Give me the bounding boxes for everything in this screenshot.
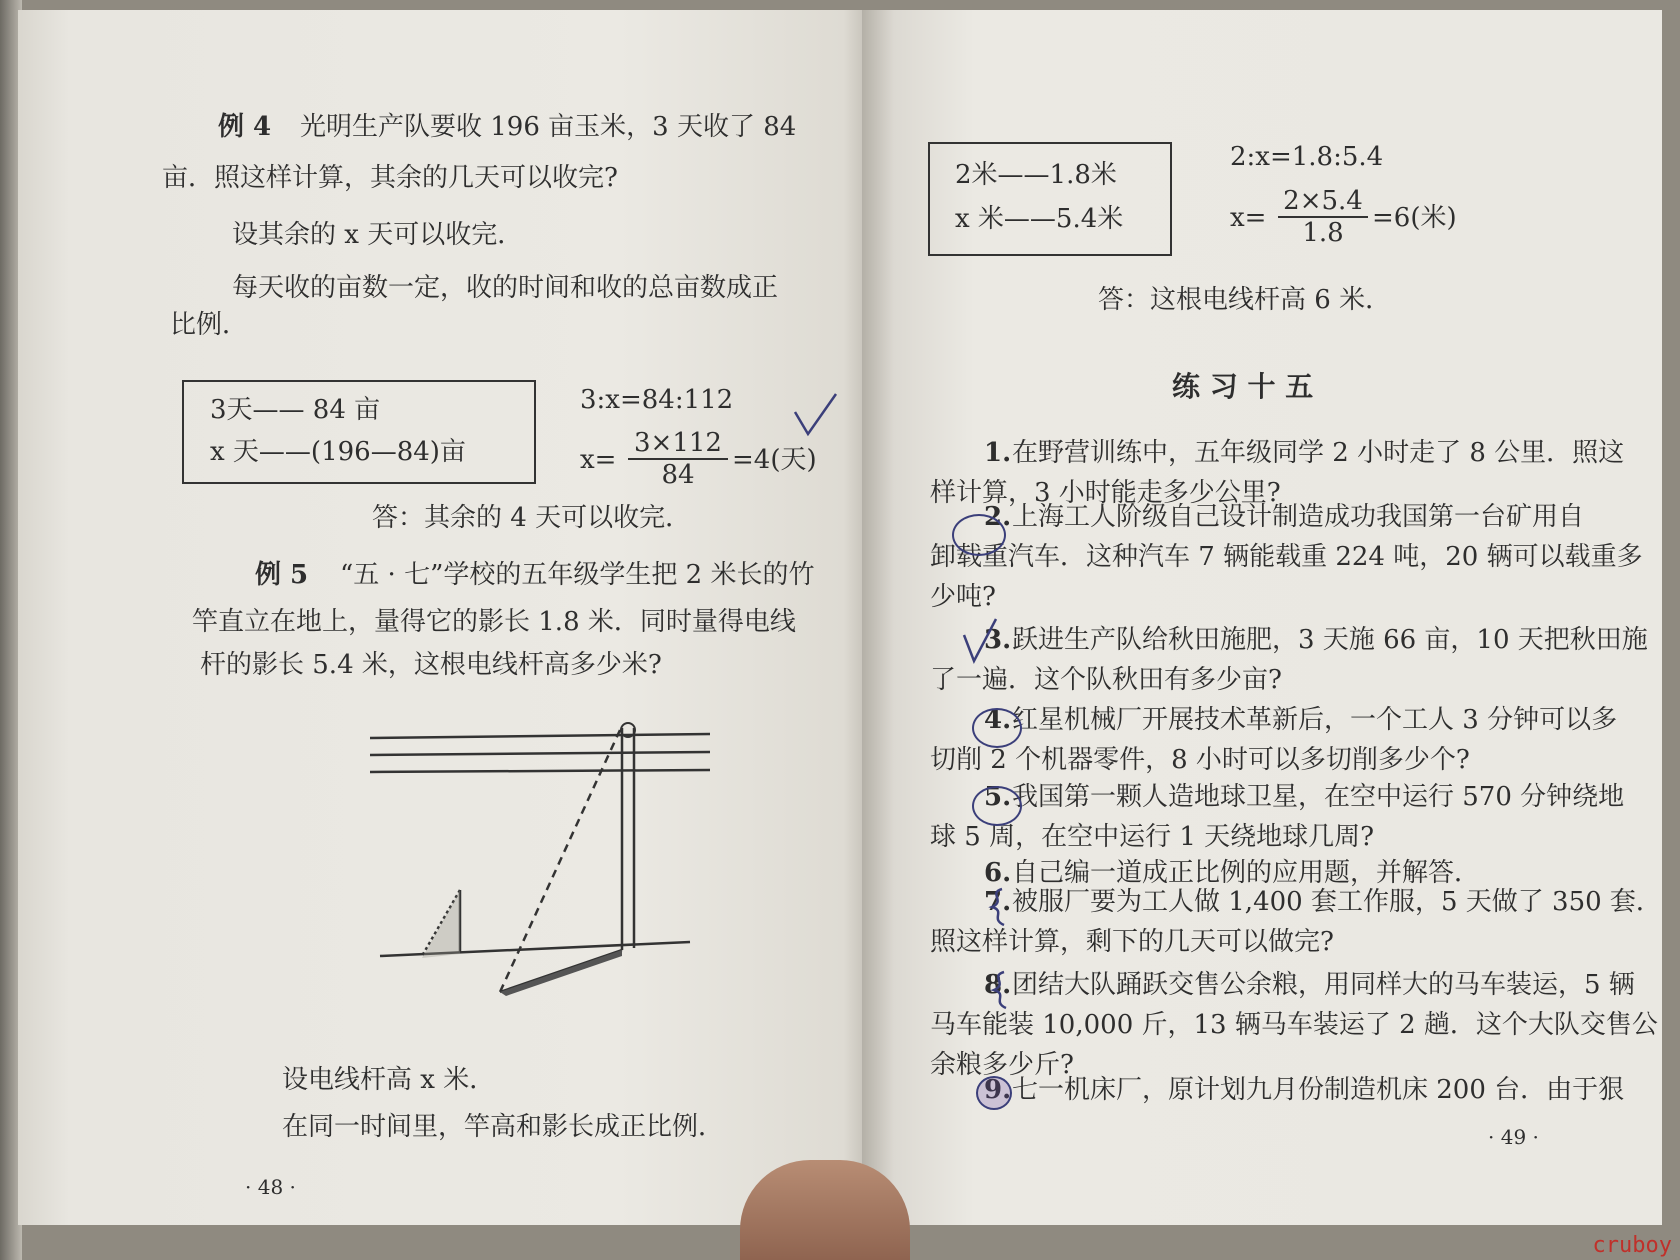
ex5-reason: 在同一时间里，竿高和影长成正比例． <box>282 1112 725 1142</box>
ex4-reason-2: 比例． <box>170 310 249 340</box>
exercise-line: 了一遍．这个队秋田有多少亩? <box>930 665 1282 695</box>
exercise-line: 卸载重汽车．这种汽车 7 辆能载重 224 吨，20 辆可以载重多 <box>930 542 1643 572</box>
ex4-fraction-numerator: 3×112 <box>628 428 728 460</box>
ex4-box-row1: 3天—— 84 亩 <box>210 395 381 425</box>
exercise-number: 3. <box>984 625 1012 655</box>
ex4-equation-2-lhs: x= <box>580 445 617 475</box>
ex5-line3: 杆的影长 5.4 米，这根电线杆高多少米? <box>200 650 662 680</box>
exercise-number: 6. <box>984 858 1012 888</box>
ex4-line2: 亩．照这样计算，其余的几天可以收完? <box>162 163 618 193</box>
exercise-number: 5. <box>984 782 1012 812</box>
exercise-line: 上海工人阶级自己设计制造成功我国第一台矿用自 <box>1012 502 1585 532</box>
wire-1 <box>370 734 710 738</box>
ex4-reason-1: 每天收的亩数一定，收的时间和收的总亩数成正 <box>232 273 779 303</box>
exercise-line: 自己编一道成正比例的应用题，并解答． <box>1012 858 1481 888</box>
ex5-heading <box>255 560 308 590</box>
exercise-number: 4. <box>984 705 1012 735</box>
exercise-number: 7. <box>984 887 1012 917</box>
ex4-setup: 设其余的 x 天可以收完． <box>232 220 524 250</box>
ex5-setup: 设电线杆高 x 米． <box>282 1065 496 1095</box>
exercise-line: 少吨? <box>930 582 996 612</box>
ex5-equation-2-lhs: x= <box>1230 203 1267 233</box>
exercise-line: 七一机床厂，原计划九月份制造机床 200 台．由于狠 <box>1012 1075 1625 1105</box>
ex5-line1: “五 · 七”学校的五年级学生把 2 米长的竹 <box>340 560 815 590</box>
right-page-number: · 49 · <box>1488 1125 1539 1149</box>
ex5-answer: 答：这根电线杆高 6 米． <box>1098 285 1392 315</box>
exercise-line: 团结大队踊跃交售公余粮，用同样大的马车装运，5 辆 <box>1012 970 1635 1000</box>
exercise-line: 照这样计算，剩下的几天可以做完? <box>930 927 1334 957</box>
wire-3 <box>370 770 710 772</box>
ex5-equation-1: 2:x=1.8:5.4 <box>1230 142 1384 172</box>
exercise-number: 9. <box>984 1075 1012 1105</box>
ex4-fraction-denominator: 84 <box>661 460 695 490</box>
exercise-line: 我国第一颗人造地球卫星，在空中运行 570 分钟绕地 <box>1012 782 1625 812</box>
squiggle-icon <box>986 968 1014 1018</box>
exercise-line: 马车能装 10,000 斤，13 辆马车装运了 2 趟．这个大队交售公 <box>930 1010 1658 1040</box>
pen-circle-5 <box>972 786 1022 826</box>
wire-2 <box>370 752 710 755</box>
exercise-line: 红星机械厂开展技术革新后，一个工人 3 分钟可以多 <box>1012 705 1618 735</box>
exercise-line: 余粮多少斤? <box>930 1050 1074 1080</box>
exercise-line: 被服厂要为工人做 1,400 套工作服，5 天做了 350 套． <box>1012 887 1662 917</box>
ex4-equation-2-rhs: =4(天) <box>732 445 817 475</box>
ex4-line1: 光明生产队要收 196 亩玉米，3 天收了 84 <box>300 112 797 142</box>
pole-sun-ray <box>500 730 620 992</box>
ex5-line2: 竿直立在地上，量得它的影长 1.8 米．同时量得电线 <box>192 607 796 637</box>
exercise-line: 在野营训练中，五年级同学 2 小时走了 8 公里．照这 <box>1012 438 1625 468</box>
check-mark-icon <box>960 615 1000 665</box>
ex5-fraction-numerator: 2×5.4 <box>1278 186 1368 218</box>
exercise-line: 切削 2 个机器零件，8 小时可以多切削多少个? <box>930 745 1470 775</box>
exercise-line: 球 5 周，在空中运行 1 天绕地球几周? <box>930 822 1375 852</box>
ex5-box-row2: x 米——5.4米 <box>955 204 1124 234</box>
left-page-number: · 48 · <box>245 1175 296 1199</box>
ex4-box-row2: x 天——(196—84)亩 <box>210 437 466 467</box>
pole-shadow-illustration <box>360 710 720 1010</box>
ex4-heading <box>218 112 271 142</box>
pole-shadow <box>500 950 622 996</box>
exercise-title: 练 习 十 五 <box>1172 370 1314 403</box>
ex4-equation-1: 3:x=84:112 <box>580 385 734 415</box>
exercise-line: 样计算，3 小时能走多少公里? <box>930 478 1281 508</box>
check-mark-icon <box>790 390 840 440</box>
thumb <box>740 1160 910 1260</box>
ex5-fraction-denominator: 1.8 <box>1302 218 1344 248</box>
ex4-answer: 答：其余的 4 天可以收完． <box>372 503 692 533</box>
exercise-number: 2. <box>984 502 1012 532</box>
ex4-fraction <box>628 428 728 490</box>
ex5-box-row1: 2米——1.8米 <box>955 160 1117 190</box>
ex5-fraction <box>1278 186 1368 248</box>
exercise-line: 跃进生产队给秋田施肥，3 天施 66 亩，10 天把秋田施 <box>1012 625 1648 655</box>
pen-circle-2 <box>952 514 1006 556</box>
ex5-title: 例 5 <box>255 560 309 590</box>
bamboo-shadow-triangle <box>422 890 460 958</box>
ex4-title: 例 4 <box>218 112 272 142</box>
watermark: cruboy <box>1592 1233 1672 1258</box>
exercise-number: 1. <box>984 438 1012 468</box>
pen-circle-4 <box>972 708 1022 748</box>
ex5-equation-2-rhs: =6(米) <box>1372 203 1457 233</box>
pen-circle-9 <box>976 1076 1012 1110</box>
squiggle-icon <box>984 885 1012 935</box>
exercise-number: 8. <box>984 970 1012 1000</box>
